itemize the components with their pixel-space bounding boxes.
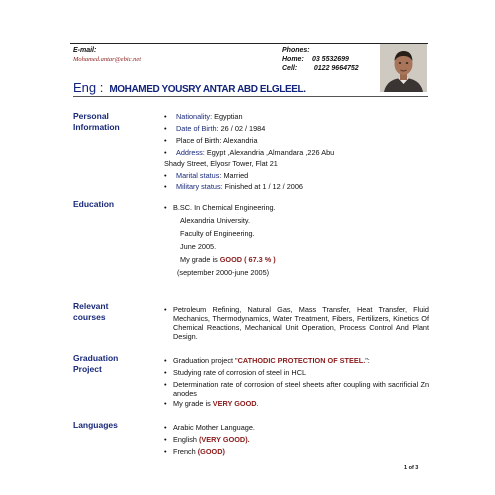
graduation-project-title [173, 356, 370, 365]
address-continuation: Shady Street, Elyosr Tower, Flat 21 [164, 159, 278, 168]
education-faculty: Faculty of Engineering. [180, 229, 255, 238]
bullet-icon: • [164, 112, 167, 121]
portrait-image [380, 44, 427, 92]
home-label: Home: [282, 56, 304, 63]
graduation-grade-suffix: . [256, 399, 259, 408]
bullet-icon: • [164, 305, 167, 314]
education-grade [180, 255, 276, 264]
home-phone-row [282, 55, 359, 64]
dob-label: Date of Birth: [176, 124, 219, 133]
bullet-icon: • [164, 171, 167, 180]
bullet-icon: • [164, 423, 167, 432]
email-label: E-mail: [73, 47, 97, 54]
education-grade-prefix: My grade is [180, 255, 220, 264]
email-link[interactable]: Mohamed.antar@ebic.net [73, 56, 142, 63]
military-label: Military status: [176, 182, 223, 191]
page-number: 1 of 3 [404, 465, 419, 471]
personal-heading-line1: Personal [73, 111, 109, 121]
education-university: Alexandria University. [180, 216, 251, 225]
military-row [176, 182, 303, 191]
bullet-icon: • [164, 380, 167, 389]
courses-heading [73, 301, 108, 323]
education-grade-value: GOOD ( 67.3 % ) [219, 255, 276, 264]
email-block [73, 46, 141, 64]
candidate-name [73, 80, 306, 95]
home-value: 03 5532699 [310, 56, 349, 63]
phones-label: Phones: [282, 47, 310, 54]
name-underline [73, 96, 428, 97]
french-level: (GOOD) [197, 447, 225, 456]
address-label: Address: [176, 148, 205, 157]
education-date: June 2005. [180, 242, 217, 251]
nationality-value: Egyptian [212, 112, 243, 121]
graduation-item-hcl: Studying rate of corrosion of steel in HCL [173, 368, 307, 377]
bullet-icon: • [164, 356, 167, 365]
graduation-title-prefix: Graduation project " [173, 356, 238, 365]
pob-value: Alexandria [221, 136, 258, 145]
bullet-icon: • [164, 148, 167, 157]
bullet-icon: • [164, 182, 167, 191]
pob-row [176, 136, 258, 145]
graduation-heading-line1: Graduation [73, 353, 119, 363]
courses-text: Petroleum Refining, Natural Gas, Mass Transfer, Heat Transfer, Fluid Mechanics, Thermodynamics, Water Treatment, Fibers, Fertilizers, Kinetics Of Chemical Reactions, Mechanical Unit Operation, Process Control And Plant Design. [173, 305, 429, 341]
bullet-icon: • [164, 447, 167, 456]
bullet-icon: • [164, 136, 167, 145]
dob-row [176, 124, 265, 133]
marital-row [176, 171, 248, 180]
full-name: MOHAMED YOUSRY ANTAR ABD ELGLEEL. [109, 84, 306, 95]
graduation-grade [173, 399, 259, 408]
english-level: (VERY GOOD). [198, 435, 250, 444]
bullet-icon: • [164, 435, 167, 444]
marital-label: Marital status: [176, 171, 222, 180]
graduation-heading-line2: Project [73, 364, 102, 374]
address-row [176, 148, 334, 157]
title-prefix: Eng : [73, 80, 104, 95]
top-rule [70, 43, 428, 44]
phones-block [282, 46, 359, 73]
personal-info-heading [73, 111, 120, 133]
personal-heading-line2: Information [73, 122, 120, 132]
language-french [173, 447, 225, 456]
graduation-title-value: CATHODIC PROTECTION OF STEEL. [237, 356, 366, 365]
bullet-icon: • [164, 124, 167, 133]
dob-value: 26 / 02 / 1984 [218, 124, 266, 133]
cell-label: Cell: [282, 65, 298, 72]
marital-value: Married [221, 171, 249, 180]
education-heading: Education [73, 199, 115, 209]
cell-phone-row [282, 64, 359, 73]
graduation-item-zn: Determination rate of corrosion of steel sheets after coupling with sacrificial Zn anodes [173, 380, 429, 398]
courses-heading-line1: Relevant [73, 301, 109, 311]
education-degree: B.SC. In Chemical Engineering. [173, 203, 276, 212]
education-period: (september 2000-june 2005) [177, 268, 270, 277]
profile-photo [380, 44, 427, 92]
graduation-title-suffix: ": [365, 356, 370, 365]
graduation-grade-prefix: My grade is [173, 399, 213, 408]
bullet-icon: • [164, 203, 167, 212]
cell-value: 0122 9664752 [310, 65, 359, 72]
graduation-grade-value: VERY GOOD [212, 399, 257, 408]
language-english [173, 435, 250, 444]
language-arabic: Arabic Mother Language. [173, 423, 255, 432]
address-value: Egypt ,Alexandria ,Almandara ,226 Abu [204, 148, 335, 157]
languages-heading: Languages [73, 420, 118, 430]
bullet-icon: • [164, 368, 167, 377]
pob-label: Place of Birth: [176, 136, 222, 145]
courses-heading-line2: courses [73, 312, 106, 322]
english-prefix: English [173, 435, 199, 444]
military-value: Finished at 1 / 12 / 2006 [222, 182, 303, 191]
nationality-label: Nationality: [176, 112, 213, 121]
bullet-icon: • [164, 399, 167, 408]
graduation-heading [73, 353, 118, 375]
nationality-row [176, 112, 243, 121]
french-prefix: French [173, 447, 198, 456]
